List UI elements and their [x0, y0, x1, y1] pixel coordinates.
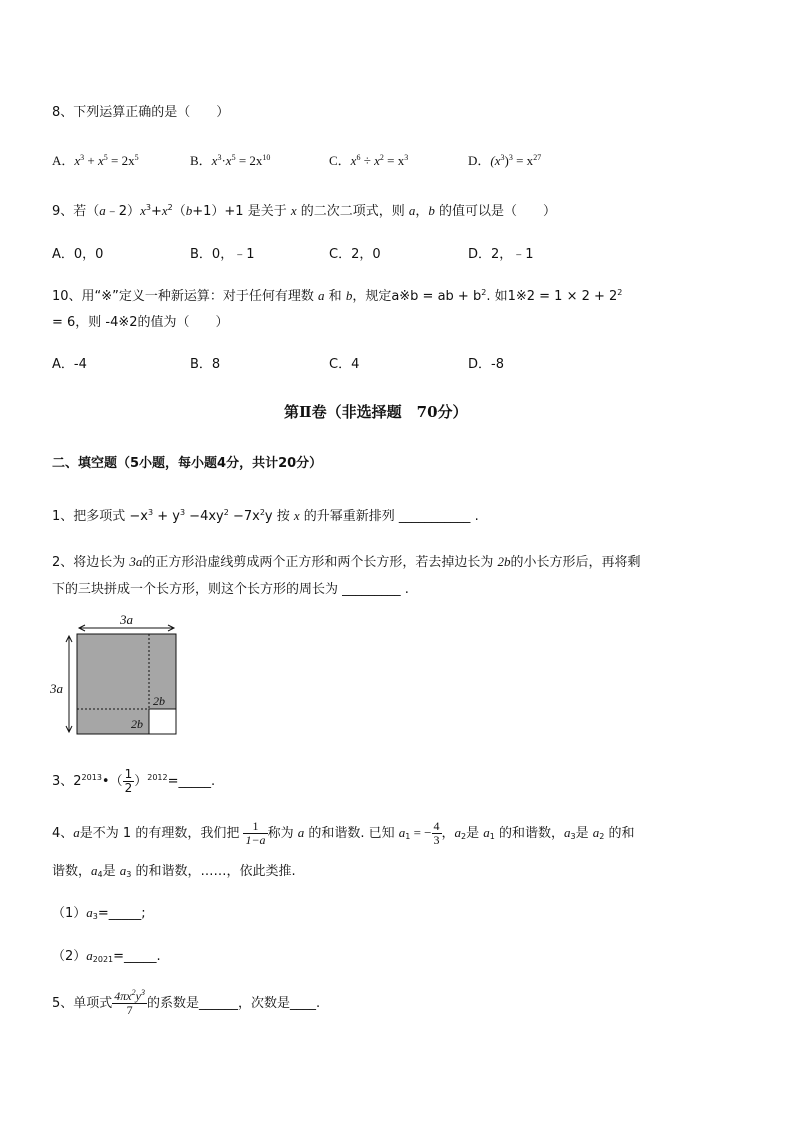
q10-stem-line1: 10、用“※”定义一种新运算：对于任何有理数 a 和 b，规定a※b = ab + $b^2$. 如1※2 = $1 \times 2 + 2^2$ [52, 288, 623, 304]
figure-removed-square [149, 709, 176, 734]
f3-stem: 3、$2^{2013}•$（ $\frac{1}{2}$ ）$^{2012}$=_____. [52, 767, 216, 795]
q10-stem-line2: = 6，则 -4※2的值为（ ） [52, 315, 229, 330]
q9-option-a[interactable]: A．0，0 [52, 247, 104, 262]
square-cut-figure [50, 612, 190, 740]
option-label: B． [190, 153, 212, 168]
f4-subq2: $(2)a_{2021}=\_\_\_\_\_$. [52, 948, 161, 964]
option-label: D． [468, 153, 491, 168]
q8-stem: 8、下列运算正确的是（ ） [52, 105, 230, 120]
q8-option-b[interactable]: B．$x^3\cdot x^5 = 2x^{10}$ [190, 153, 271, 168]
option-label: A． [52, 153, 75, 168]
q8-option-c[interactable]: C．$x^6 \div x^2 = x^3$ [329, 153, 409, 168]
fraction-four-thirds: $\frac{4}{3}$ [433, 819, 440, 847]
f4-stem-line1: 4、a是不为 1 的有理数，我们把 $\frac{1}{1-a}$ 称为 a 的和谐数. 已知 $a_1$ = − $\frac{4}{3}$ ，$a_2$是 $a_1$ 的和谐数，$a_3$是 $a_2$ 的和 [52, 819, 635, 847]
option-label: C． [329, 153, 351, 168]
figure-left-label: 3a [50, 681, 63, 696]
f2-stem-line1: 2、将边长为 3a的正方形沿虚线剪成两个正方形和两个长方形，若去掉边长为 2b的小长方形后，再将剩 [52, 554, 641, 570]
q9-option-b[interactable]: B．0，﹣1 [190, 247, 255, 262]
f4-subq1: $(1)a_3=\_\_\_\_\_$; [52, 905, 146, 921]
q10-option-a[interactable]: A．-4 [52, 357, 87, 372]
f4-stem-line2: 谐数，$a_4$是 $a_3$ 的和谐数，……，依此类推. [52, 863, 296, 879]
fraction-one-half: $\frac{1}{2}$ [124, 767, 133, 795]
figure-inner-label-right: 2b [153, 694, 165, 708]
q8-option-d[interactable]: D．$(x^3)^3 = x^{27}$ [468, 153, 542, 168]
q10-option-c[interactable]: C．4 [329, 357, 360, 372]
f2-stem-line2: 下的三块拼成一个长方形，则这个长方形的周长为 _________ . [52, 582, 409, 597]
fraction-harmonic: $\frac{1}{1-a}$ [245, 819, 266, 847]
q9-option-d[interactable]: D．2，﹣1 [468, 247, 534, 262]
q9-option-c[interactable]: C．2，0 [329, 247, 381, 262]
q10-option-b[interactable]: B．8 [190, 357, 221, 372]
part-title: 第Ⅱ卷（非选择题 70分） [284, 403, 468, 421]
q10-option-d[interactable]: D．-8 [468, 357, 504, 372]
f5-stem: 5、单项式 $\frac{4\pi x^2y^3}{7}$ 的系数是______，次数是____. [52, 988, 321, 1017]
section-heading: 二、填空题（5小题，每小题4分，共计20分） [52, 456, 323, 471]
figure-inner-label-bottom: 2b [131, 717, 143, 731]
q8-option-a[interactable]: A．$x^3 + x^5 = 2x^5$ [52, 153, 139, 168]
figure-top-label: 3a [120, 612, 133, 627]
f1-stem: 1、把多项式 $-x^3 + y^3 -4xy^2 -7x^2y$ 按 x 的升幂重新排列 ___________ . [52, 508, 479, 524]
q9-stem: 9、若$(a﹣2)x^3+x^2(b+1)+1$ 是关于 x 的二次二项式，则 a，b 的值可以是（ ） [52, 203, 557, 219]
fraction-monomial: $\frac{4\pi x^2y^3}{7}$ [114, 988, 145, 1017]
